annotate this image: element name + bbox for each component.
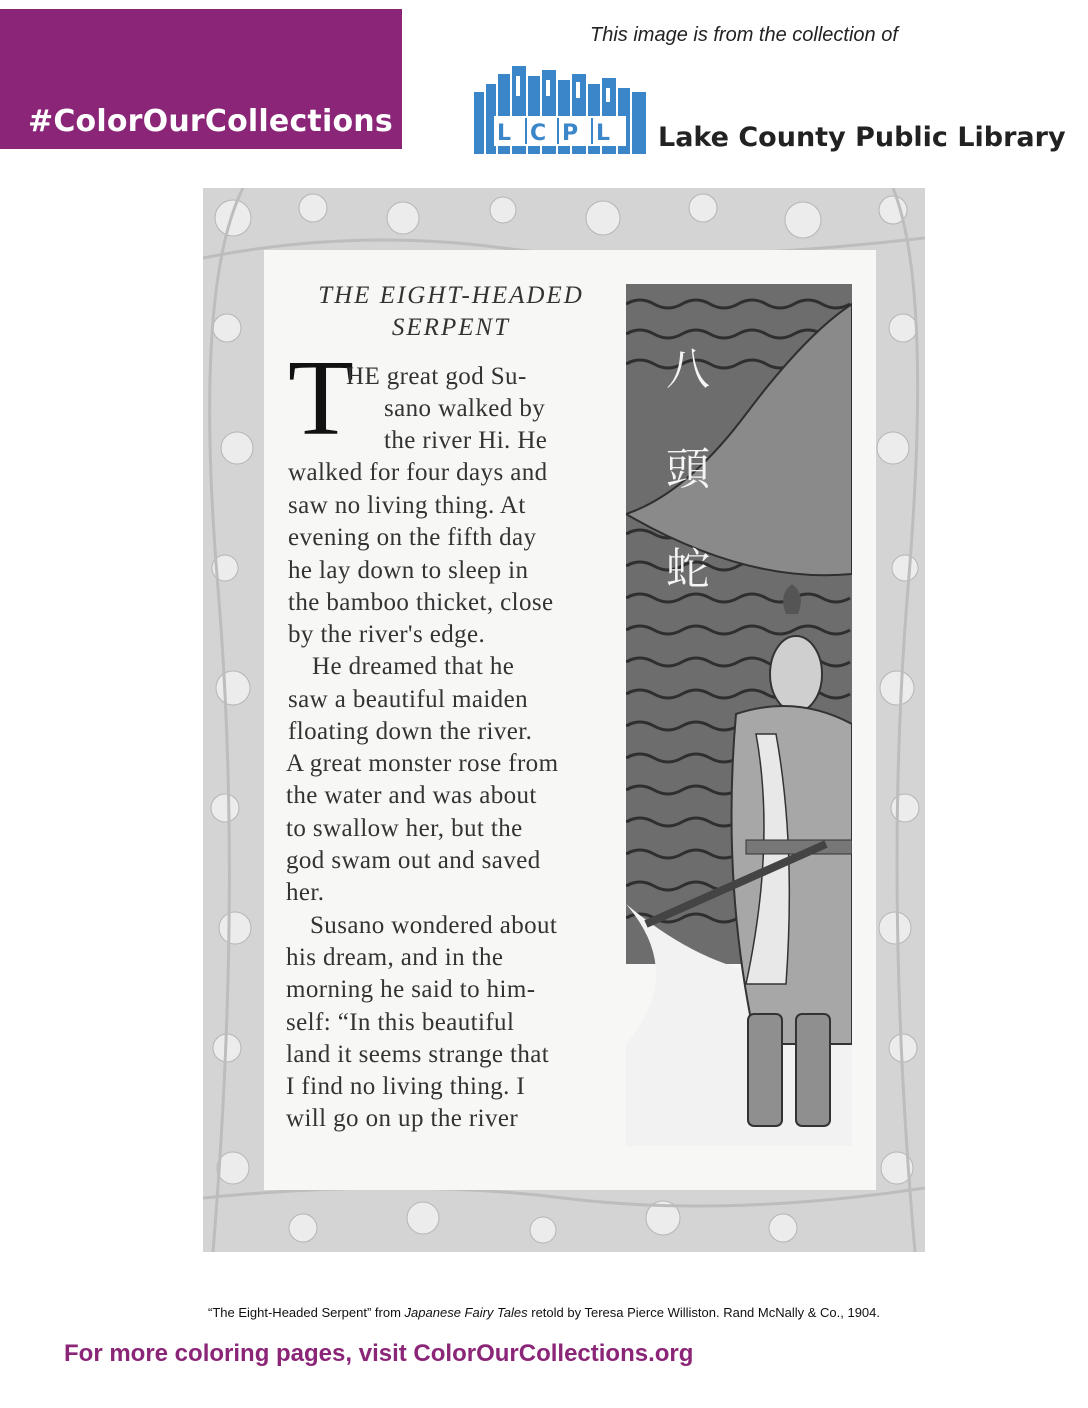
hashtag-text: #ColorOurCollections (28, 104, 393, 139)
story-line: land it seems strange that (286, 1041, 550, 1068)
story-line: A great monster rose from (286, 750, 559, 777)
story-line: her. (286, 879, 325, 906)
story-line: Susano wondered about (310, 912, 558, 939)
story-line: will go on up the river (286, 1105, 519, 1132)
story-line: saw no living thing. At (288, 492, 526, 519)
logo-letter-c: C (530, 121, 547, 146)
story-line: saw a beautiful maiden (288, 686, 528, 713)
logo-letter-l2: L (596, 121, 611, 146)
story-line: sano walked by (384, 395, 546, 422)
story-title-line-1: THE EIGHT-HEADED (318, 282, 584, 309)
story-line: He dreamed that he (312, 653, 515, 680)
logo-letter-p: P (562, 121, 579, 146)
story-line: walked for four days and (288, 459, 548, 486)
story-line: he lay down to sleep in (288, 557, 529, 584)
drop-cap: T (288, 339, 354, 458)
story-line: HE great god Su- (346, 363, 527, 390)
story-line: floating down the river. (288, 718, 533, 745)
story-line: morning he said to him- (286, 976, 536, 1003)
story-line: the water and was about (286, 782, 537, 809)
caption-book-title: Japanese Fairy Tales (404, 1305, 528, 1320)
story-line: his dream, and in the (286, 944, 504, 971)
vertical-glyph-3: 蛇 (666, 544, 710, 595)
lcpl-logo (474, 62, 649, 154)
caption-prefix: “The Eight-Headed Serpent” from (208, 1305, 405, 1320)
story-line: to swallow her, but the (286, 815, 523, 842)
footer-link[interactable]: For more coloring pages, visit ColorOurCollections.org (64, 1340, 694, 1367)
susano-illustration (626, 284, 852, 1146)
collection-note: This image is from the collection of (590, 24, 898, 46)
vertical-glyph-1: 八 (666, 344, 710, 395)
story-line: the bamboo thicket, close (288, 589, 554, 616)
caption-suffix: retold by Teresa Pierce Williston. Rand McNally & Co., 1904. (527, 1305, 880, 1320)
story-line: self: “In this beautiful (286, 1009, 515, 1036)
story-line: god swam out and saved (286, 847, 541, 874)
library-name: Lake County Public Library (658, 122, 1066, 153)
vertical-glyph-2: 頭 (666, 444, 710, 495)
story-line: evening on the fifth day (288, 524, 537, 551)
story-line: the river Hi. He (384, 427, 548, 454)
story-line: I find no living thing. I (286, 1073, 526, 1100)
source-caption (0, 1305, 1088, 1320)
hashtag-banner (0, 9, 402, 149)
story-line: by the river's edge. (288, 621, 486, 648)
logo-letter-l1: L (497, 121, 512, 146)
story-title-line-2: SERPENT (391, 314, 511, 341)
story-title (286, 280, 616, 344)
